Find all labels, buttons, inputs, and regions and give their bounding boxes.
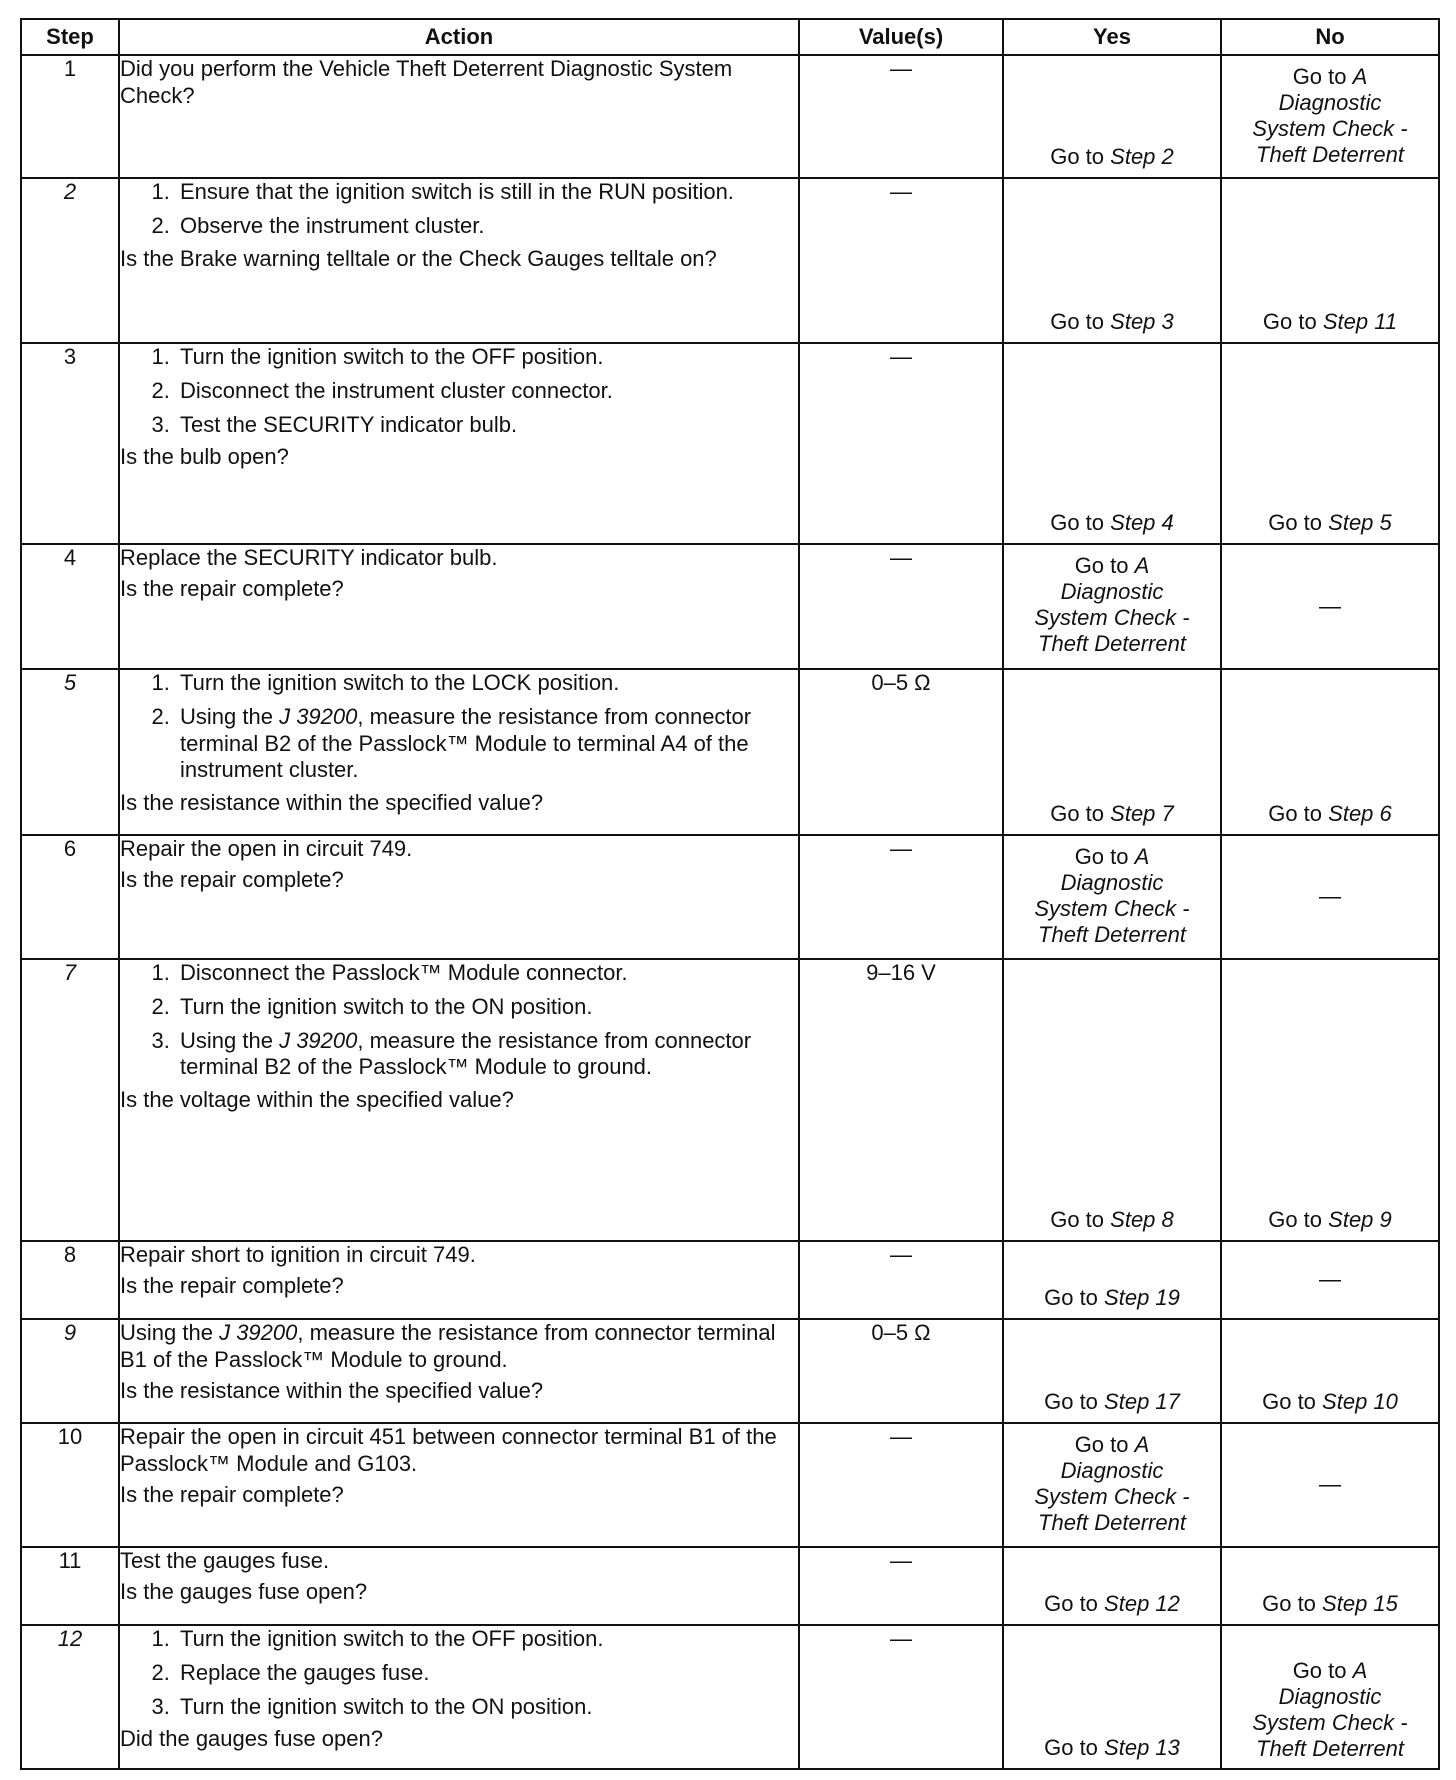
yes-cell [1003, 1547, 1221, 1625]
value-cell: — [799, 178, 1003, 343]
action-steps [120, 1626, 798, 1720]
table-row [21, 178, 1439, 343]
action-step: 2. Observe the instrument cluster. [176, 213, 798, 240]
yes-goto[interactable]: Go to Step 12 [1044, 1591, 1180, 1617]
no-cell [1221, 544, 1439, 669]
no-dash: — [1319, 593, 1341, 619]
action-step: 3. Turn the ignition switch to the ON position. [176, 1694, 798, 1721]
step-number: 7 [21, 959, 119, 1241]
action-question: Is the Brake warning telltale or the Check Gauges telltale on? [120, 245, 717, 271]
value-cell: — [799, 343, 1003, 544]
table-row [21, 1625, 1439, 1769]
action-question: Is the repair complete? [120, 1272, 344, 1298]
no-dash: — [1319, 883, 1341, 909]
action-steps [120, 344, 798, 438]
action-cell [119, 55, 799, 178]
diagnostic-table [20, 18, 1440, 1770]
yes-cell [1003, 959, 1221, 1241]
yes-goto[interactable]: Go to Step 17 [1044, 1389, 1180, 1415]
header-yes: Yes [1003, 19, 1221, 55]
action-text: Repair short to ignition in circuit 749. [120, 1242, 476, 1267]
yes-cell [1003, 669, 1221, 835]
no-goto[interactable]: Go to Step 10 [1262, 1389, 1398, 1415]
step-number: 3 [21, 343, 119, 544]
tool-name: J 39200 [279, 703, 358, 729]
value-cell: — [799, 1423, 1003, 1547]
header-values: Value(s) [799, 19, 1003, 55]
header-action: Action [119, 19, 799, 55]
no-goto[interactable]: Go to Step 6 [1268, 801, 1392, 827]
no-cell [1221, 1625, 1439, 1769]
diagnostic-page [20, 18, 1438, 1770]
step-number: 6 [21, 835, 119, 959]
value-cell: — [799, 1547, 1003, 1625]
step-number: 4 [21, 544, 119, 669]
action-step: 1. Ensure that the ignition switch is still in the RUN position. [176, 179, 798, 206]
yes-cell [1003, 178, 1221, 343]
action-question: Is the repair complete? [120, 575, 344, 601]
action-step: 1. Turn the ignition switch to the OFF position. [176, 1626, 798, 1653]
no-dash: — [1319, 1266, 1341, 1292]
action-text: Did you perform the Vehicle Theft Deterrent Diagnostic System Check? [120, 56, 733, 108]
header-row [21, 19, 1439, 55]
value-cell: 0–5 Ω [799, 669, 1003, 835]
step-number: 2 [21, 178, 119, 343]
action-steps [120, 670, 798, 784]
action-question: Is the voltage within the specified value? [120, 1087, 514, 1113]
action-step: 2. Using the J 39200, measure the resistance from connector terminal B2 of the Passlock™ Module to terminal A4 of the instrument cluster. [176, 704, 798, 784]
no-cell [1221, 959, 1439, 1241]
step-number: 10 [21, 1423, 119, 1547]
action-steps [120, 179, 798, 240]
action-cell [119, 1423, 799, 1547]
table-row [21, 835, 1439, 959]
tool-name: J 39200 [279, 1027, 358, 1053]
yes-goto[interactable]: Go to Step 3 [1050, 309, 1174, 335]
no-goto-diagnostic[interactable]: Go to A Diagnostic System Check - Theft Deterrent [1252, 64, 1408, 167]
no-cell [1221, 1547, 1439, 1625]
table-row [21, 1423, 1439, 1547]
step-number: 11 [21, 1547, 119, 1625]
step-number: 5 [21, 669, 119, 835]
action-cell [119, 959, 799, 1241]
action-text: Using the J 39200, measure the resistance from connector terminal B1 of the Passlock™ Module to ground. [120, 1320, 776, 1372]
table-row [21, 544, 1439, 669]
yes-cell [1003, 1319, 1221, 1423]
action-cell [119, 1625, 799, 1769]
action-step: 1. Turn the ignition switch to the OFF position. [176, 344, 798, 371]
yes-cell [1003, 835, 1221, 959]
action-text: Replace the SECURITY indicator bulb. [120, 545, 498, 570]
yes-goto-diagnostic[interactable]: Go to A Diagnostic System Check - Theft Deterrent [1034, 553, 1190, 656]
no-cell [1221, 178, 1439, 343]
action-question: Did the gauges fuse open? [120, 1726, 383, 1752]
action-text: Repair the open in circuit 451 between connector terminal B1 of the Passlock™ Module and G103. [120, 1424, 777, 1476]
action-question: Is the gauges fuse open? [120, 1578, 368, 1604]
table-row [21, 1319, 1439, 1423]
action-question: Is the resistance within the specified value? [120, 790, 544, 816]
action-step: 2. Turn the ignition switch to the ON position. [176, 994, 798, 1021]
table-row [21, 343, 1439, 544]
yes-cell [1003, 544, 1221, 669]
no-goto[interactable]: Go to Step 15 [1262, 1591, 1398, 1617]
no-cell [1221, 55, 1439, 178]
yes-cell [1003, 1625, 1221, 1769]
no-cell [1221, 1423, 1439, 1547]
step-number: 9 [21, 1319, 119, 1423]
yes-cell [1003, 1241, 1221, 1319]
action-step: 2. Disconnect the instrument cluster connector. [176, 378, 798, 405]
action-question: Is the repair complete? [120, 1481, 344, 1507]
value-cell: 9–16 V [799, 959, 1003, 1241]
action-question: Is the repair complete? [120, 866, 344, 892]
action-cell [119, 544, 799, 669]
action-step: 2. Replace the gauges fuse. [176, 1660, 798, 1687]
value-cell: — [799, 1241, 1003, 1319]
step-number: 1 [21, 55, 119, 178]
table-row [21, 1241, 1439, 1319]
action-question: Is the resistance within the specified value? [120, 1377, 544, 1403]
yes-goto-diagnostic[interactable]: Go to A Diagnostic System Check - Theft Deterrent [1034, 1432, 1190, 1535]
yes-goto[interactable]: Go to Step 4 [1050, 510, 1174, 536]
no-goto[interactable]: Go to Step 9 [1268, 1207, 1392, 1233]
no-dash: — [1319, 1471, 1341, 1497]
no-goto-diagnostic[interactable]: Go to A Diagnostic System Check - Theft Deterrent [1252, 1658, 1408, 1762]
table-row [21, 669, 1439, 835]
value-cell: — [799, 1625, 1003, 1769]
action-cell [119, 1319, 799, 1423]
action-step: 3. Using the J 39200, measure the resistance from connector terminal B2 of the Passlock™ Module to ground. [176, 1028, 798, 1082]
yes-cell [1003, 343, 1221, 544]
action-steps [120, 960, 798, 1081]
step-number: 8 [21, 1241, 119, 1319]
action-question: Is the bulb open? [120, 444, 289, 470]
no-goto[interactable]: Go to Step 5 [1268, 510, 1392, 536]
action-cell [119, 1241, 799, 1319]
no-cell [1221, 835, 1439, 959]
action-cell [119, 178, 799, 343]
header-step: Step [21, 19, 119, 55]
yes-goto[interactable]: Go to Step 7 [1050, 801, 1174, 827]
yes-cell [1003, 55, 1221, 178]
action-cell [119, 669, 799, 835]
action-step: 1. Turn the ignition switch to the LOCK position. [176, 670, 798, 697]
yes-cell [1003, 1423, 1221, 1547]
step-number: 12 [21, 1625, 119, 1769]
yes-goto[interactable]: Go to Step 8 [1050, 1207, 1174, 1233]
action-step: 3. Test the SECURITY indicator bulb. [176, 412, 798, 439]
yes-goto[interactable]: Go to Step 13 [1044, 1735, 1180, 1761]
yes-goto[interactable]: Go to Step 2 [1050, 144, 1174, 170]
no-goto[interactable]: Go to Step 11 [1262, 309, 1398, 335]
tool-name: J 39200 [219, 1320, 298, 1345]
value-cell: 0–5 Ω [799, 1319, 1003, 1423]
action-step: 1. Disconnect the Passlock™ Module connector. [176, 960, 798, 987]
table-row [21, 55, 1439, 178]
action-cell [119, 835, 799, 959]
header-no: No [1221, 19, 1439, 55]
value-cell: — [799, 544, 1003, 669]
yes-goto[interactable]: Go to Step 19 [1044, 1285, 1180, 1311]
no-cell [1221, 343, 1439, 544]
no-cell [1221, 1241, 1439, 1319]
table-row [21, 1547, 1439, 1625]
table-row [21, 959, 1439, 1241]
action-cell [119, 343, 799, 544]
action-cell [119, 1547, 799, 1625]
yes-goto-diagnostic[interactable]: Go to A Diagnostic System Check - Theft Deterrent [1034, 844, 1190, 947]
no-cell [1221, 669, 1439, 835]
action-text: Repair the open in circuit 749. [120, 836, 413, 861]
value-cell: — [799, 835, 1003, 959]
value-cell: — [799, 55, 1003, 178]
no-cell [1221, 1319, 1439, 1423]
action-text: Test the gauges fuse. [120, 1548, 330, 1573]
